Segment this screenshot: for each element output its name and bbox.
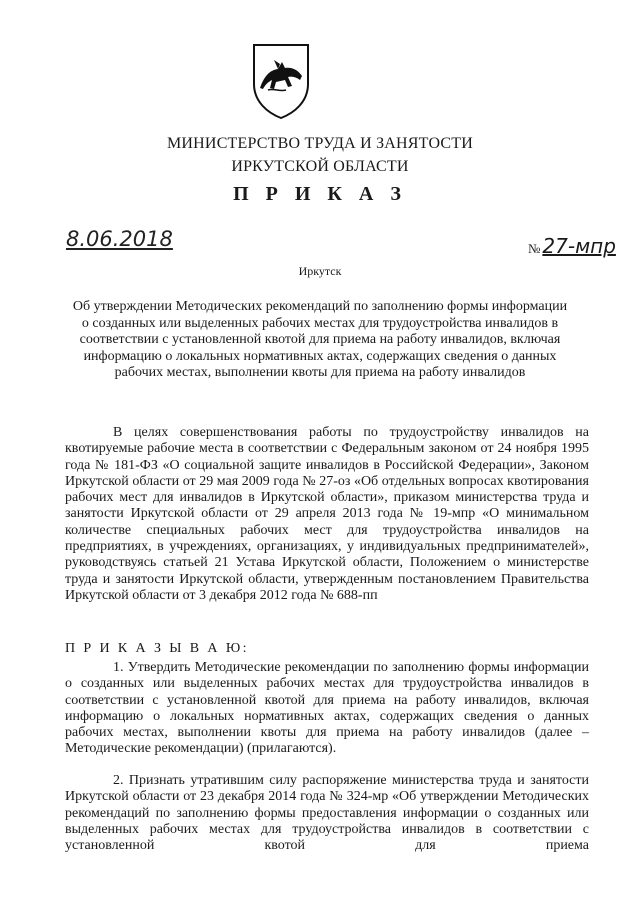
document-date: 8.06.2018 <box>66 227 173 251</box>
order-item-1: 1. Утвердить Методические рекомендации по заполнению формы информации о созданных или выделенных рабочих местах для трудоустройства инвалидов в соответствии с установленной квотой для приема на работу инвалидов, включая информацию о локальных нормативных актах, содержащих сведения о данных рабочих местах, выполнении квоты для приема на работу инвалидов (далее – Методические рекомендации) (прилагаются). <box>65 660 589 757</box>
ministry-name-line1: МИНИСТЕРСТВО ТРУДА И ЗАНЯТОСТИ <box>167 135 473 152</box>
document-subject: Об утверждении Методических рекомендаций по заполнению формы информации о созданных или выделенных рабочих местах для трудоустройства инвалидов в соответствии с установленной квотой для приема на работу инвалидов, включая информацию о локальных нормативных актах, содержащих сведения о данных рабочих местах, выполнении квоты для приема на работу инвалидов <box>72 299 568 380</box>
document-title: П Р И К А З <box>233 183 407 205</box>
city-name: Иркутск <box>298 264 342 278</box>
order-heading: П Р И К А З Ы В А Ю: <box>65 641 249 656</box>
ministry-name-line2: ИРКУТСКОЙ ОБЛАСТИ <box>231 158 409 175</box>
preamble-paragraph: В целях совершенствования работы по трудоустройству инвалидов на квотируемые рабочие места в соответствии с Федеральным законом от 24 ноября 1995 года № 181-ФЗ «О социальной защите инвалидов в Российской Федерации», Законом Иркутской области от 29 мая 2009 года № 27-оз «Об отдельных вопросах квотирования рабочих мест для инвалидов в Иркутской области», приказом министерства труда и занятости Иркутской области от 29 апреля 2013 года № 19-мпр «О минимальном количестве специальных рабочих мест для трудоустройства инвалидов на предприятиях, в учреждениях, организациях, у индивидуальных предпринимателей», руководствуясь статьей 21 Устава Иркутской области, Положением о министерстве труда и занятости Иркутской области, утвержденным постановлением Правительства Иркутской области от 3 декабря 2012 года № 688-пп <box>65 425 589 603</box>
number-value: 27-мпр <box>542 234 616 258</box>
order-item-2: 2. Признать утратившим силу распоряжение министерства труда и занятости Иркутской области от 23 декабря 2014 года № 324-мр «Об утверждении Методических рекомендаций по заполнению формы предоставления информации о созданных или выделенных рабочих местах для трудоустройства инвалидов в соответствии с установленной квотой для приема <box>65 773 589 854</box>
irkutsk-coat-of-arms-icon <box>250 42 312 120</box>
number-sign: № <box>528 241 541 256</box>
document-number <box>528 234 616 258</box>
